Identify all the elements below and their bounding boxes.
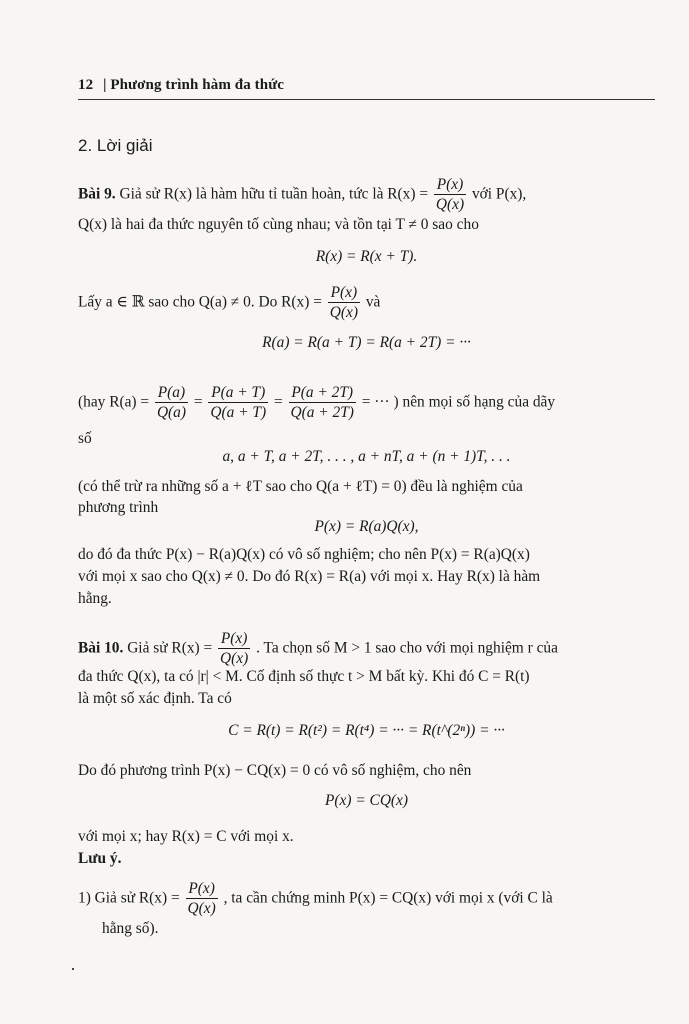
bai10-line-2: đa thức Q(x), ta có |r| < M. Cố định số thực t > M bất kỳ. Khi đó C = R(t) [78,668,530,685]
bai9-line-1 [78,176,655,214]
bai9-text-3a: Lấy a ∈ ℝ sao cho Q(a) ≠ 0. Do R(x) = [78,293,322,311]
denominator: Q(x) [329,304,358,321]
bai9-line-6: (có thể trừ ra những số a + ℓT sao cho Q(a + ℓT) = 0) đều là nghiệm của [78,478,523,495]
bai9-text-4a: (hay R(a) = [78,393,150,411]
bai10-line-3: là một số xác định. Ta có [78,690,232,707]
running-header [78,77,653,94]
note-label: Lưu ý. [78,850,122,867]
bai9-line-8: do đó đa thức P(x) − R(a)Q(x) có vô số nghiệm; cho nên P(x) = R(a)Q(x) [78,546,530,563]
denominator: Q(x) [187,900,216,917]
denominator: Q(a + 2T) [290,404,354,421]
note-heading [78,848,655,870]
bai9-text-1a: Giả sử R(x) là hàm hữu tỉ tuần hoàn, tức là R(x) = [119,185,429,203]
bai9-text-3b: và [365,293,381,311]
fraction-shift-2t [289,384,356,422]
bai10-line-5: với mọi x; hay R(x) = C với mọi x. [78,828,294,845]
denominator: Q(x) [220,650,249,667]
fraction-p-over-q [328,284,360,322]
note-text-1a: 1) Giả sử R(x) = [78,889,180,907]
denominator: Q(a) [156,404,186,421]
bai9-label: Bài 9. [78,185,116,203]
header-rule [78,99,655,100]
denominator: Q(x) [435,196,465,213]
bai10-equation-2: P(x) = CQ(x) [324,792,409,809]
numerator: P(a + T) [208,384,268,403]
bai9-line-10: hằng. [78,590,112,607]
fraction-p-over-q [186,880,218,918]
bai9-equation-2: R(a) = R(a + T) = R(a + 2T) = ··· [262,334,471,351]
section-heading: 2. Lời giải [78,136,153,155]
page-number: 12 [78,77,94,93]
bai9-line-2: Q(x) là hai đa thức nguyên tố cùng nhau; và tồn tại T ≠ 0 sao cho [78,216,479,233]
numerator: P(a + 2T) [289,384,356,403]
numerator: P(x) [218,630,250,649]
bai9-line-4: (hay R(a) = $\frac{P(a)}{Q(a)}$ = $\frac{P(a + T)}{Q(a + T)}$ = $\frac{P(a + 2T)}{Q(a + 2T)}$ = ··· ) nên mọi số hạng của dãy [78,384,556,421]
bai9-equation-1: R(x) = R(x + T). [315,248,418,265]
denominator: Q(a + T) [210,404,267,421]
bai10-line-1 [78,630,655,668]
bai10-equation-1: C = R(t) = R(t²) = R(t⁴) = ··· = R(t^(2ⁿ)) = ··· [228,722,505,739]
page-speck [72,968,74,970]
numerator: P(a) [155,384,188,403]
fraction-shift-t [208,384,268,422]
chapter-title: Phương trình hàm đa thức [110,77,285,93]
note-item-1 [78,880,655,918]
bai9-line-9: với mọi x sao cho Q(x) ≠ 0. Do đó R(x) = R(a) với mọi x. Hay R(x) là hàm [78,568,541,585]
bai9-equation-3: P(x) = R(a)Q(x), [314,518,419,535]
numerator: P(x) [186,880,218,899]
bai10-text-1a: Giả sử R(x) = [127,639,213,657]
bai9-sequence: a, a + T, a + 2T, . . . , a + nT, a + (n + 1)T, . . . [222,448,511,465]
numerator: P(x) [328,284,360,303]
bai9-text-4b: = ··· ) nên mọi số hạng của dãy [361,393,556,411]
bai9-line-7: phương trình [78,499,159,516]
bai10-label: Bài 10. [78,639,124,657]
header-separator: | [103,77,107,93]
bai10-line-4: Do đó phương trình P(x) − CQ(x) = 0 có vô số nghiệm, cho nên [78,762,472,779]
fraction-pa-over-qa [155,384,188,422]
fraction-p-over-q [434,176,466,214]
bai9-text-1b: với P(x), [471,185,527,203]
bai9-line-5: số [78,430,92,447]
bai9-line-3 [78,284,655,322]
note-item-1-continuation: hằng số). [102,920,159,937]
bai10-text-1b: . Ta chọn số M > 1 sao cho với mọi nghiệm r của [256,639,558,657]
note-text-1b: , ta cần chứng minh P(x) = CQ(x) với mọi x (với C là [223,889,553,907]
fraction-p-over-q [218,630,250,668]
numerator: P(x) [434,176,466,195]
